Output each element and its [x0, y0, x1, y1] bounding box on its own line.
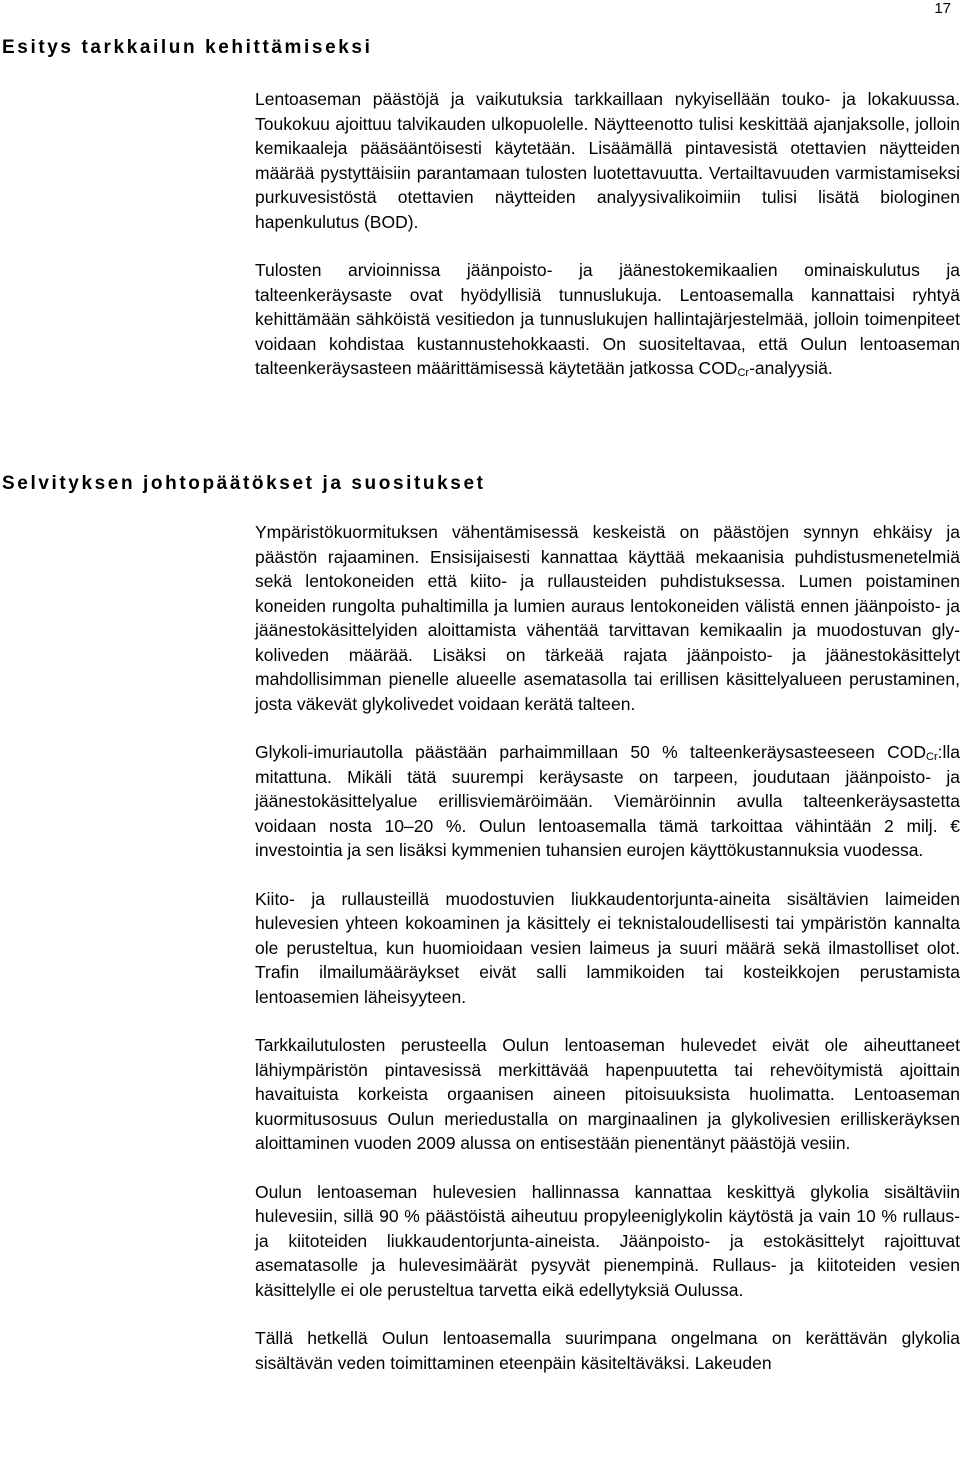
subscript-text: Cr	[926, 751, 938, 763]
section-body-monitoring	[255, 87, 960, 381]
body-paragraph	[255, 520, 960, 716]
section-heading-conclusions: Selvityksen johtopäätökset ja suositukset	[2, 473, 486, 494]
paragraph-text: Tulosten arvioinnissa jäänpoisto- ja jäänestokemikaalien ominaiskulutus ja talteenkeräysaste ovat hyödyllisiä tunnuslukuja. Lentoasemalla kannattaisi ryhtyä kehittämään sähköistä vesitiedon ja tunnuslukujen hallintajärjestelmää, jolloin toimenpiteet voidaan kohdistaa kustannustehokkaasti. On suositeltavaa, että Oulun lentoaseman talteenkeräysasteen määrittämisessä käytetään jatkossa COD	[255, 260, 960, 378]
paragraph-text: Glykoli-imuriautolla päästään parhaimmillaan 50 % talteenkeräysasteeseen COD	[255, 742, 927, 762]
paragraph-text: Lentoaseman päästöjä ja vaikutuksia tarkkaillaan nykyisellään touko- ja lokakuussa. Toukokuu ajoittuu talvikauden ulkopuolelle. Näytteenotto tulisi keskittää ajanjaksolle, jolloin kemikaaleja pääsääntöisesti käytetään. Lisäämällä pintavesistä otettavien näytteiden määrää pystyttäisiin parantamaan tulosten luotettavuutta. Vertailtavuuden varmistamiseksi purkuvesistöstä otettavien näytteiden analyysivalikoimiin tulisi lisätä biologinen hapenkulutus (BOD).	[255, 89, 960, 232]
paragraph-text: -analyysiä.	[749, 358, 833, 378]
body-paragraph	[255, 740, 960, 863]
body-paragraph	[255, 87, 960, 234]
body-paragraph	[255, 1326, 960, 1375]
body-paragraph	[255, 1180, 960, 1303]
body-paragraph	[255, 887, 960, 1010]
body-paragraph	[255, 1033, 960, 1156]
section-body-conclusions	[255, 520, 960, 1375]
paragraph-text: :lla mitattuna. Mikäli tätä suurempi keräysaste on tarpeen, joudutaan jäänpoisto- ja jäänestokäsittelyalue erillisviemäröimään. Viemäröinnin avulla talteenkeräysastetta voidaan nosta 10–20 %. Oulun lentoasemalla tämä tarkoittaa vähintään 2 milj. € investointia ja sen lisäksi kymmenien tuhansien eurojen käyttökustannuksia vuodessa.	[255, 742, 960, 860]
body-paragraph	[255, 258, 960, 381]
subscript-text: Cr	[737, 367, 750, 379]
section-heading-monitoring: Esitys tarkkailun kehittämiseksi	[2, 37, 373, 58]
paragraph-text: Kiito- ja rullausteillä muodostuvien liukkaudentorjunta-aineita sisältävien laimeiden hulevesien yhteen kokoaminen ja käsittely ei teknistaloudellisesti tai ympäristön kannalta ole perusteltua, kun huomioidaan vesien laimeus ja suuri määrä sekä ilmastolliset olot. Trafin ilmailumääräykset eivät salli lammikoiden tai kosteikkojen perustamista lentoasemien läheisyyteen.	[255, 888, 960, 1007]
paragraph-text: Oulun lentoaseman hulevesien hallinnassa kannattaa keskittyä glykolia sisältäviin hulevesiin, sillä 90 % päästöistä aiheutuu propyleeniglykolin käytöstä ja vain 10 % rullaus- ja kiitoteiden liukkaudentorjunta-aineista. Jäänpoisto- ja estokäsittelyt rajoittuvat asematasolle ja hulevesimäärät pysyvät pienempinä. Rullaus- ja kiitoteiden vesien käsittelylle ei ole perusteltua tarvetta eikä edellytyksiä Oulussa.	[255, 1181, 960, 1300]
paragraph-text: Tarkkailutulosten perusteella Oulun lentoaseman hulevedet eivät ole aiheuttaneet lähiympäristön pintavesissä merkittävää hapenpuutetta tai rehevöitymistä ajoittain havaituista korkeista orgaanisen aineen pitoisuuksista huolimatta. Lentoaseman kuormitusosuus Oulun meriedustalla on marginaalinen ja glykolivesien erilliskeräyksen aloittaminen vuoden 2009 alussa on entisestään pienentänyt päästöjä vesiin.	[255, 1035, 960, 1153]
page-number: 17	[934, 0, 951, 17]
paragraph-text: Ympäristökuormituksen vähentämisessä keskeistä on päästöjen synnyn ehkäisy ja päästön rajaaminen. Ensisijaisesti kannattaa käyttää mekaanisia puhdistusmenetelmiä sekä lentokoneiden että kiito- ja rullausteiden puhdistuksessa. Lumen poistaminen koneiden rungolta puhaltimilla ja lumien auraus lentokoneiden välistä ennen jäänpoisto- ja jäänestokäsittelyiden aloittamista vähentää tarvittavan kemikaalin ja muodostuvan glykoliveden määrää. Lisäksi on tärkeää rajata jäänpoisto- ja jäänestokäsittelyt mahdollisimman pienelle alueelle asematasolla tai erillisen käsittelyalueen perustaminen, josta väkevät glykolivedet voidaan kerätä talteen.	[255, 522, 960, 714]
paragraph-text: Tällä hetkellä Oulun lentoasemalla suurimpana ongelmana on kerättävän glykolia sisältävän veden toimittaminen eteenpäin käsiteltäväksi. Lakeuden	[255, 1328, 960, 1373]
